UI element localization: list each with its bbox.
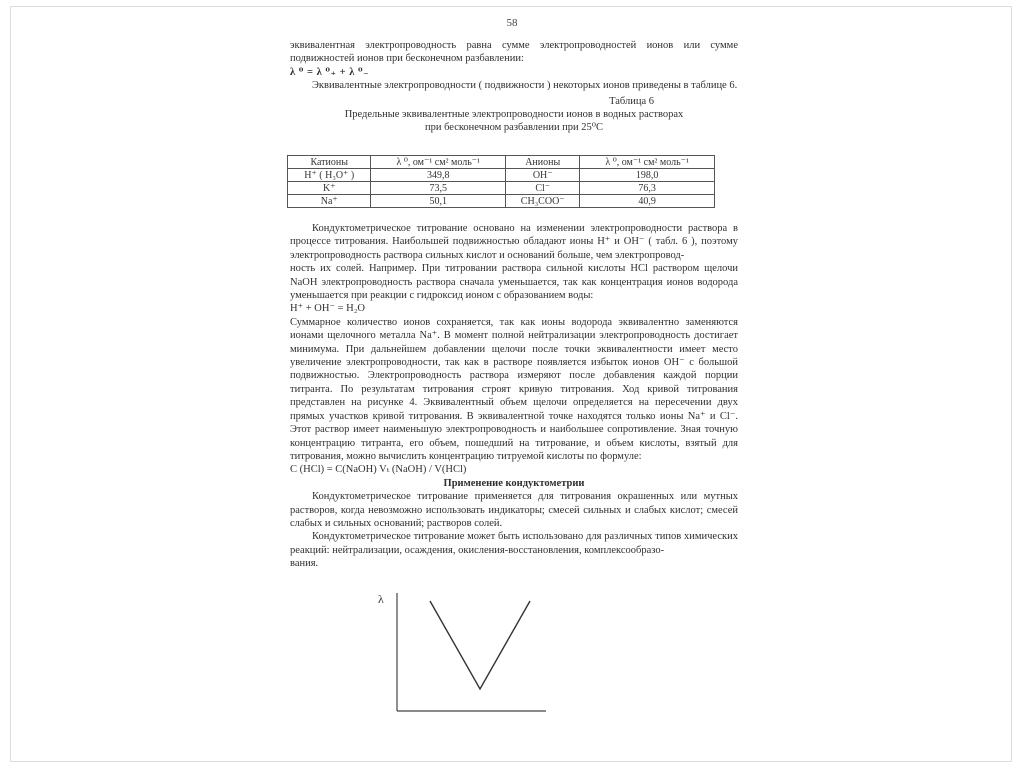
- section-heading: Применение кондуктометрии: [443, 477, 585, 489]
- titration-curve: [430, 601, 530, 689]
- y-axis-label: λ: [378, 592, 384, 606]
- paragraph-titration-basis: Кондуктометрическое титрование основано на изменении электропроводности раствора в процессе титрования. Наибольшей подвижностью обладают ионы H⁺ и OH⁻ ( табл. 6 ), поэтому электропроводность раствора сильных кислот и оснований больше, чем электропровод-: [290, 223, 738, 261]
- header-anion-lambda: λ ⁰, ом⁻¹ см² моль⁻¹: [580, 156, 715, 169]
- paragraph-titration-course: Суммарное количество ионов сохраняется, так как ионы водорода эквивалентно заменяются ионами щелочного металла Na⁺. В момент полной нейтрализации электропроводность достигает минимума. При дальнейшем добавлении щелочи после точки эквивалентности имеет место увеличение электропроводности, так как в растворе появляется избыток ионов OH⁻ с большой подвижностью. Электропроводность раствора измеряют после добавления каждой порции титранта. По результатам титрования строят кривую титрования. Ход кривой титрования представлен на рисунке 4. Эквивалентный объем щелочи определяется на пересечении двух прямых участков кривой титрования. В эквивалентной точке находятся только ионы Na⁺ и Cl⁻. Этот раствор имеет наименьшую электропроводность и наибольшее сопротивление. Зная точную концентрацию титранта, его объем, пошедший на титрование, и объем кислоты, взятый для титрования, можно вычислить концентрацию титруемой кислоты по формуле:: [290, 316, 738, 462]
- header-cation-lambda: λ ⁰, ом⁻¹ см² моль⁻¹: [371, 156, 506, 169]
- table-cell: Na⁺: [288, 195, 371, 208]
- table-cell: 40,9: [580, 195, 715, 208]
- intro-line: эквивалентная электропроводность равна сумме электропроводностей ионов или сумме подвижностей ионов при бесконечном разбавлении:: [290, 40, 738, 65]
- table-cell: 73,5: [371, 182, 506, 195]
- table-cell: 198,0: [580, 169, 715, 182]
- table-cell: K⁺: [288, 182, 371, 195]
- table-cell: H⁺ ( H₃O⁺ ): [288, 169, 371, 182]
- neutralization-reaction: H⁺ + OH⁻ = H₂O: [290, 303, 366, 315]
- paragraph-applications: Кондуктометрическое титрование применяется для титрования окрашенных или мутных растворов, когда невозможно использовать индикаторы; смесей сильных и слабых кислот; смесей слабых и сильных оснований; растворов солей.: [290, 491, 738, 529]
- table-cell: 50,1: [371, 195, 506, 208]
- table-title-line-2: при бесконечном разбавлении при 25⁰С: [424, 122, 604, 134]
- table-row: [288, 182, 715, 195]
- titration-curve-figure: [360, 585, 550, 725]
- table-cell: Cl⁻: [506, 182, 580, 195]
- table-cell: 76,3: [580, 182, 715, 195]
- table-cell: 349,8: [371, 169, 506, 182]
- table-cell: OH⁻: [506, 169, 580, 182]
- paragraph-reaction-types-end: вания.: [290, 558, 319, 570]
- table-caption: Таблица 6: [609, 95, 654, 107]
- table-row: [288, 195, 715, 208]
- ion-conductivity-table: [287, 155, 715, 208]
- table-title-line-1: Предельные эквивалентные электропроводности ионов в водных растворах: [344, 109, 684, 121]
- paragraph-titration-example: ность их солей. Например. При титровании раствора сильной кислоты HCl раствором щелочи NaOH электропроводность раствора сначала уменьшается, так как концентрация ионов водорода уменьшается при реакции с гидроксид ионом с образованием воды:: [290, 263, 738, 302]
- intro-block: [290, 39, 738, 135]
- header-cations: Катионы: [288, 156, 371, 169]
- table-row: [288, 169, 715, 182]
- table-cell: CH₃COO⁻: [506, 195, 580, 208]
- limiting-conductivity-formula: λ ⁰ = λ ⁰₊ + λ ⁰₋: [290, 66, 370, 78]
- header-anions: Анионы: [506, 156, 580, 169]
- paragraph-reaction-types: Кондуктометрическое титрование может быть использовано для различных типов химических реакций: нейтрализации, осаждения, окисления-восстановления, комплексообразо-: [290, 531, 738, 556]
- concentration-formula: C (HCl) = C(NaOH) Vₜ (NaOH) / V(HCl): [290, 464, 467, 476]
- table-header-row: [288, 156, 715, 169]
- page-number: 58: [506, 17, 518, 29]
- body-text: [290, 222, 738, 571]
- intro-paragraph-2: Эквивалентные электропроводности ( подвижности ) некоторых ионов приведены в таблице 6.: [312, 80, 738, 92]
